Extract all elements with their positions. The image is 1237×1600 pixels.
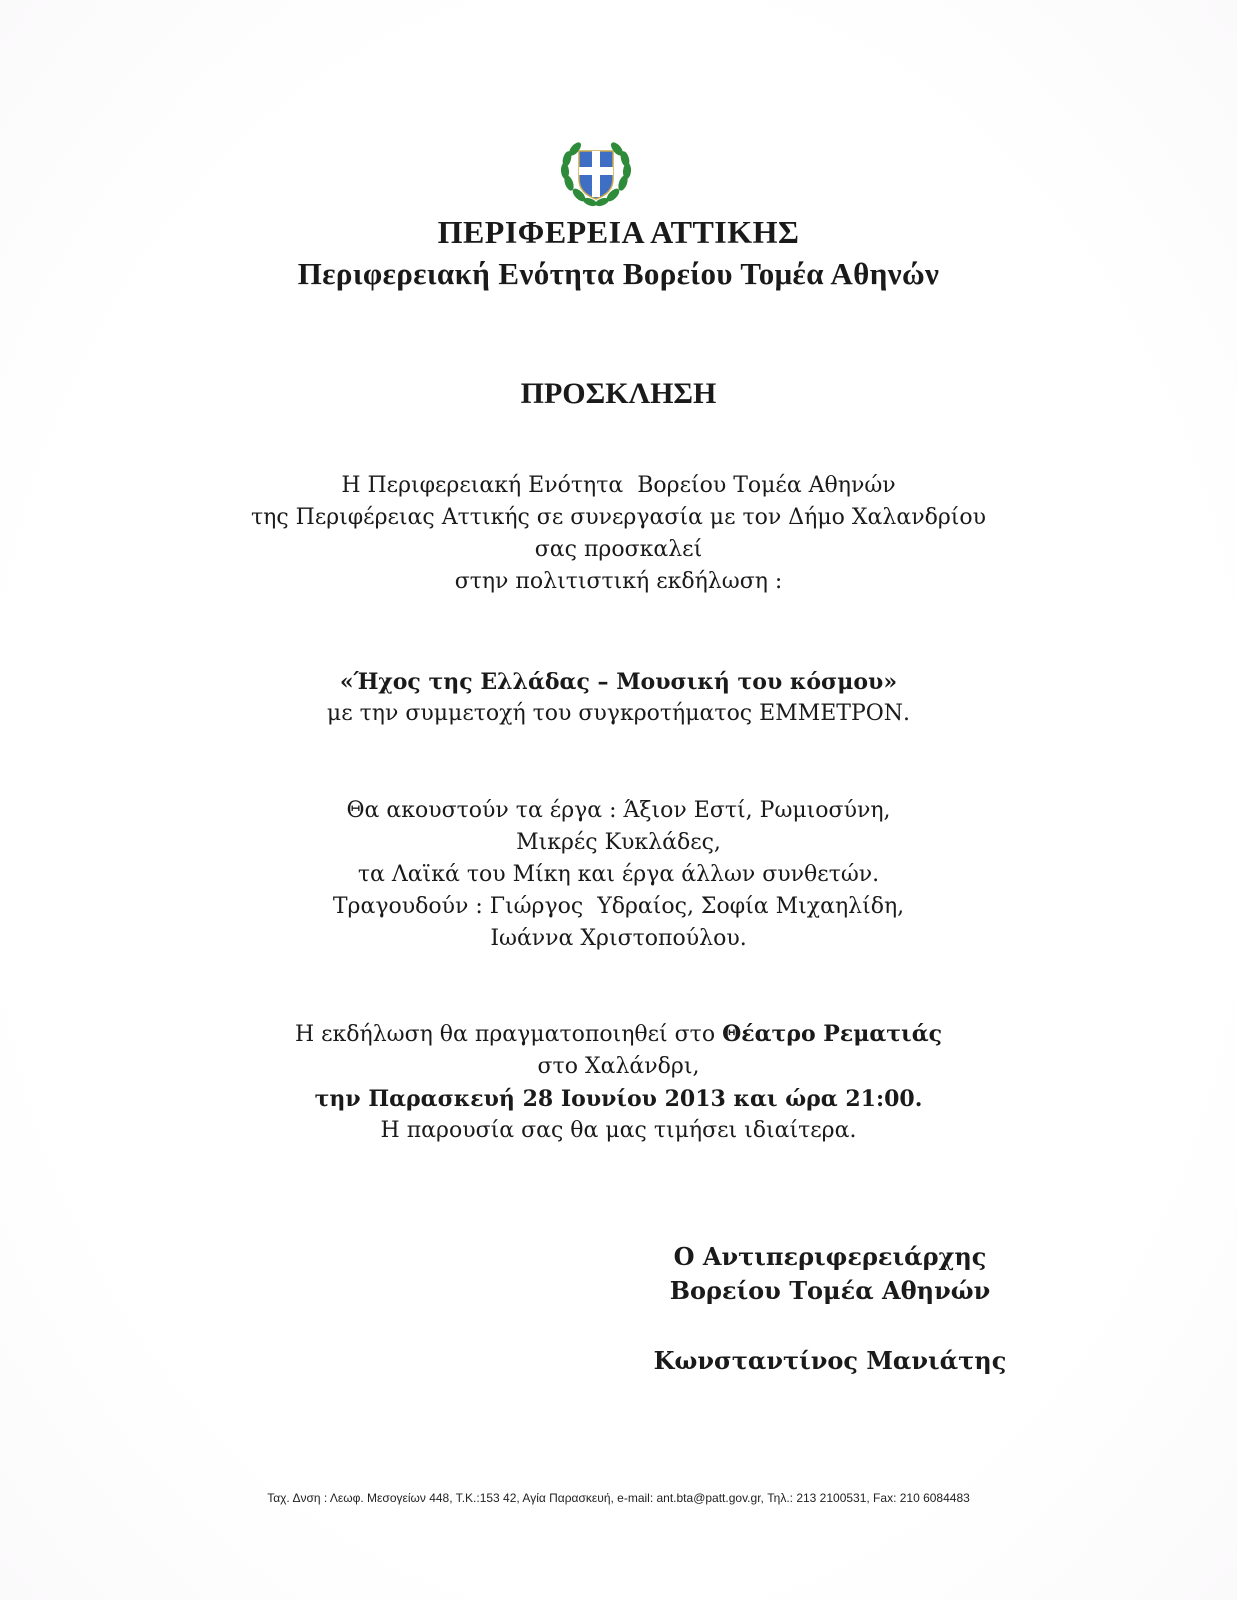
event-name: «Ήχος της Ελλάδας – Μουσική του κόσμου» xyxy=(339,669,898,695)
venue-line: στο Χαλάνδρι, xyxy=(537,1054,700,1079)
signature-role xyxy=(620,1240,1040,1308)
venue-paragraph xyxy=(0,1018,1237,1147)
signature-role-line: Βορείου Τομέα Αθηνών xyxy=(669,1276,991,1305)
invitation-heading: ΠΡΟΣΚΛΗΣΗ xyxy=(520,377,717,410)
venue-line xyxy=(0,1018,1237,1051)
works-line: τα Λαϊκά του Μίκη και έργα άλλων συνθετών. xyxy=(357,862,880,887)
signature-role-line: Ο Αντιπεριφερειάρχης xyxy=(673,1242,987,1271)
event-participation: με την συμμετοχή του συγκροτήματος ΕΜΜΕΤΡΟΝ. xyxy=(326,701,911,726)
works-line: Ιωάννα Χριστοπούλου. xyxy=(490,926,747,951)
event-paragraph xyxy=(0,666,1237,730)
venue-place: Θέατρο Ρεματιάς xyxy=(722,1021,943,1047)
region-title: ΠΕΡΙΦΕΡΕΙΑ ΑΤΤΙΚΗΣ xyxy=(437,214,800,250)
works-line: Μικρές Κυκλάδες, xyxy=(516,830,721,855)
works-line: Θα ακουστούν τα έργα : Άξιον Εστί, Ρωμιοσύνη, xyxy=(346,798,891,823)
venue-prefix: Η εκδήλωση θα πραγματοποιηθεί στο xyxy=(294,1022,723,1047)
intro-line: της Περιφέρειας Αττικής σε συνεργασία με τον Δήμο Χαλανδρίου xyxy=(250,505,987,530)
intro-line: Η Περιφερειακή Ενότητα Βορείου Τομέα Αθηνών xyxy=(341,473,896,498)
works-line: Τραγουδούν : Γιώργος Υδραίος, Σοφία Μιχαηλίδη, xyxy=(332,894,905,919)
footer-contact: Ταχ. Δνση : Λεωφ. Μεσογείων 448, Τ.Κ.:153 42, Αγία Παρασκευή, e-mail: ant.bta@patt.gov.gr, Τηλ.: 213 2100531, Fax: 210 6084483 xyxy=(267,1491,970,1505)
intro-line: σας προσκαλεί xyxy=(534,537,703,562)
event-datetime: την Παρασκευή 28 Ιουνίου 2013 και ώρα 21:00. xyxy=(314,1086,923,1112)
greek-coat-of-arms-icon xyxy=(557,139,635,209)
venue-line: Η παρουσία σας θα μας τιμήσει ιδιαίτερα. xyxy=(380,1118,857,1143)
intro-paragraph xyxy=(0,470,1237,598)
intro-line: στην πολιτιστική εκδήλωση : xyxy=(454,569,783,594)
signature-name: Κωνσταντίνος Μανιάτης xyxy=(653,1346,1007,1375)
works-paragraph xyxy=(0,795,1237,955)
regional-unit-subtitle: Περιφερειακή Ενότητα Βορείου Τομέα Αθηνών xyxy=(297,256,940,291)
